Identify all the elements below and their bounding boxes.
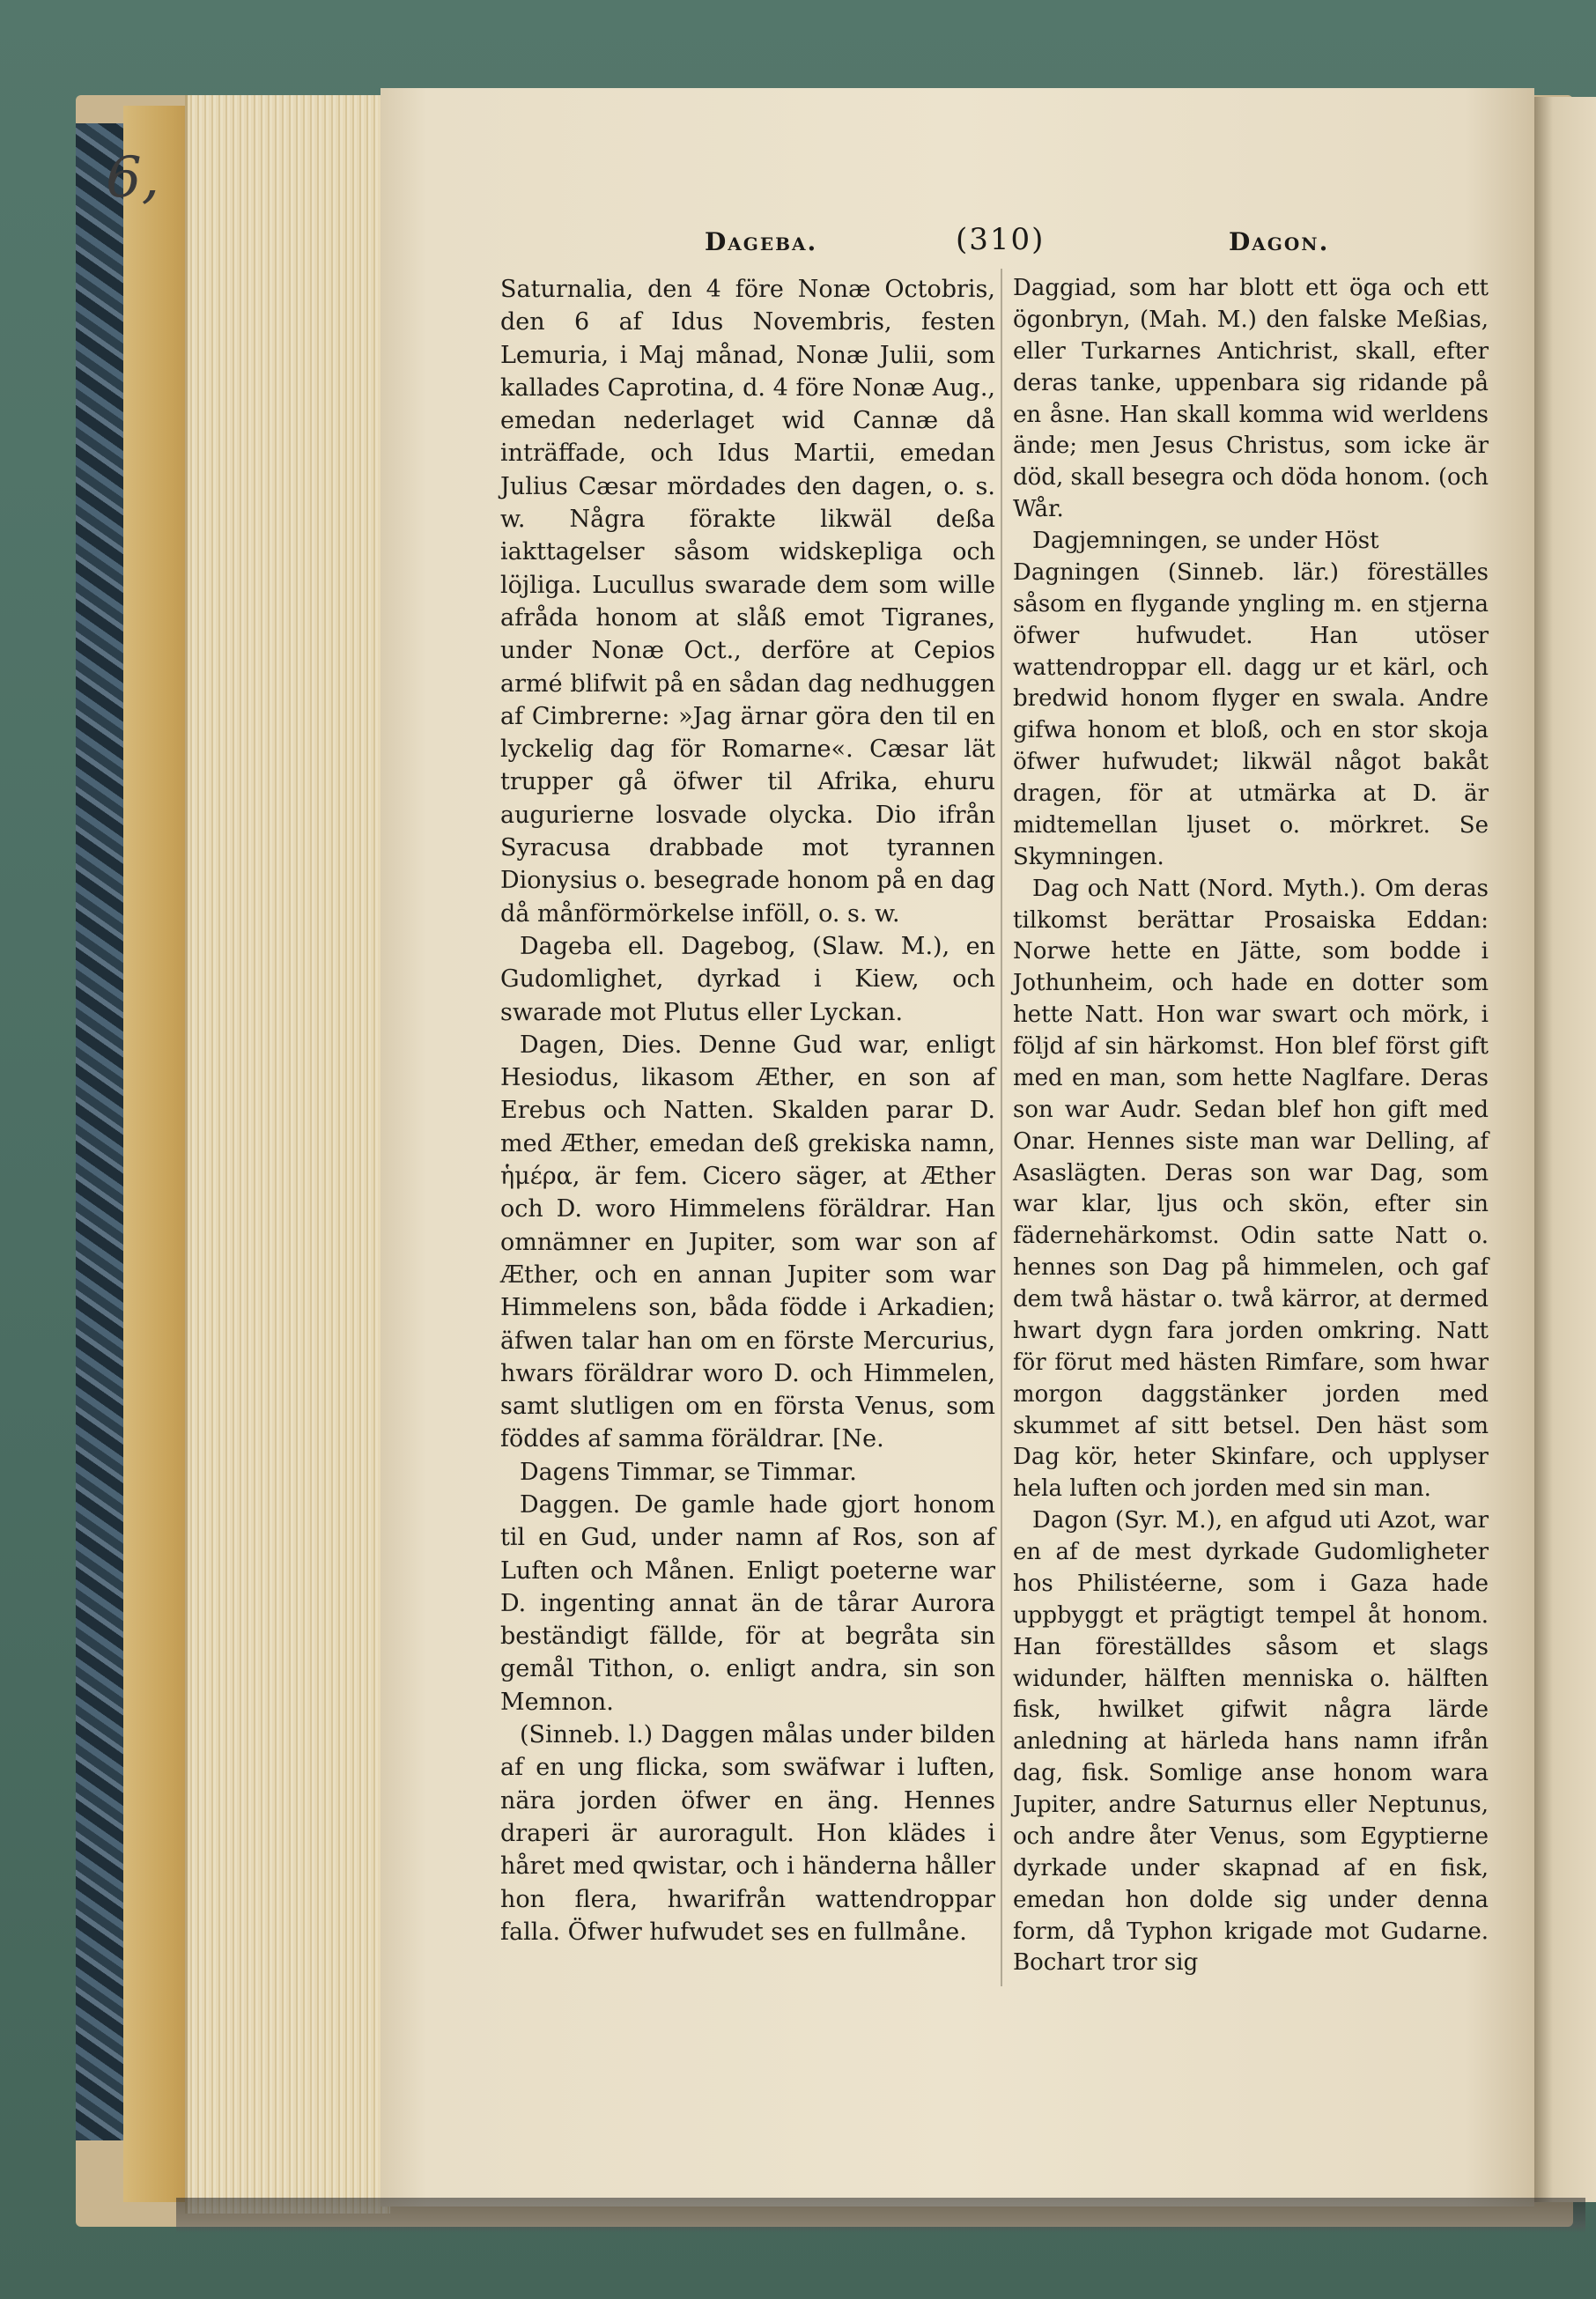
entry-paragraph: Dagon (Syr. M.), en afgud uti Azot, war en af de mest dyrkade Gudomligheter hos Philistéerne, som i Gaza hade uppbyggt et prägtigt tempel åt honom. Han föreställdes såsom et slags widunder, hälften menniska o. hälften fisk, hwilket gifwit några lärde anledning at härleda hans namn ifrån dag, fisk. Somlige anse honom wara Jupiter, andre Saturnus eller Neptunus, och andre åter Venus, som Egyptierne dyrkade under skapnad af en fisk, emedan hon dolde sig under denna form, då Typhon krigade mot Gudarne. Bochart tror sig bbox=[1013, 1507, 1489, 1977]
page-block-edge bbox=[185, 95, 390, 2214]
bottom-shadow bbox=[176, 2198, 1585, 2233]
entry-paragraph: Saturnalia, den 4 före Nonæ Octobris, den 6 af Idus Novembris, festen Lemuria, i Maj månad, Nonæ Julii, som kallades Caprotina, d. 4 före Nonæ Aug., emedan nederlaget wid Cannæ då inträffade, och Idus Martii, emedan Julius Cæsar mördades den dagen, o. s. w. Några förakte likwäl deßa iakttagelser såsom widskepliga och löjliga. Lucullus swarade dem som wille afråda honom at slåß emot Tigranes, under Nonæ Oct., derföre at Cepios armé blifwit på en sådan dag nedhuggen af Cimbrerne: »Jag ärnar göra den til en lyckelig dag för Romarne«. Cæsar lät trupper gå öfwer til Afrika, ehuru augurierne losvade olycka. Dio ifrån Syracusa drabbade mot tyrannen Dionysius o. besegrade honom på en dag då månförmörkelse inföll, o. s. w. bbox=[500, 276, 995, 928]
entry-paragraph: Dagen, Dies. Denne Gud war, enligt Hesiodus, likasom Æther, en son af Erebus och Natten. Skalden parar D. med Æther, emedan deß grekiska namn, ἡμέρα, är fem. Cicero säger, at Æther och D. woro Himmelens föräldrar. Han omnämner en Jupiter, som war son af Æther, och en annan Jupiter som war Himmelens son, båda födde i Arkadien; äfwen talar han om en förste Mercurius, hwars föräldrar woro D. och Himmelen, samt slutligen om en första Venus, som föddes af samma föräldrar. [Ne. bbox=[500, 1031, 995, 1453]
left-column bbox=[500, 273, 995, 1948]
column-rule bbox=[1001, 269, 1002, 1986]
page-number: (310) bbox=[956, 222, 1046, 257]
entry-paragraph: Dageba ell. Dagebog, (Slaw. M.), en Gudomlighet, dyrkad i Kiew, och swarade mot Plutus eller Lyckan. bbox=[500, 932, 995, 1026]
running-head-left: Dageba. bbox=[705, 227, 818, 256]
right-column bbox=[1013, 273, 1489, 1979]
entry-paragraph: Daggiad, som har blott ett öga och ett ögonbryn, (Mah. M.) den falske Meßias, eller Turkarnes Antichrist, skall, efter deras tanke, uppenbara sig ridande på en åsne. Han skall komma wid werldens ände; men Jesus Christus, som icke är död, skall besegra och döda honom. (och Wår. bbox=[1013, 275, 1489, 523]
entry-paragraph: Dag och Natt (Nord. Myth.). Om deras tilkomst berättar Prosaiska Eddan: Norwe hette en Jätte, som bodde i Jothunheim, och hade en dotter som hette Natt. Hon war swart och mörk, i följd af sin härkomst. Hon blef först gift med en man, som hette Naglfare. Deras son war Audr. Sedan blef hon gift med Onar. Hennes siste man war Delling, af Asaslägten. Deras son war Dag, som war klar, ljus och skön, efter sin fädernehärkomst. Odin satte Natt o. hennes son Dag på himmelen, och gaf dem twå hästar o. twå kärror, at dermed hwart dygn fara jorden omkring. Natt för förut med hästen Rimfare, som hwar morgon daggstänker jorden med skummet af sitt betsel. Den häst som Dag kör, heter Skinfare, och upplyser hela luften och jorden med sin man. bbox=[1013, 875, 1489, 1503]
handwritten-volume-note: 6, bbox=[106, 145, 160, 211]
entry-paragraph: (Sinneb. l.) Daggen målas under bilden af en ung flicka, som swäfwar i luften, nära jorden öfwer en äng. Hennes draperi är auroragult. Hon klädes i håret med qwistar, och i händerna håller hon flera, hwarifrån wattendroppar falla. Öfwer hufwudet ses en fullmåne. bbox=[500, 1721, 995, 1946]
entry-paragraph: Dagens Timmar, se Timmar. bbox=[520, 1458, 857, 1486]
entry-paragraph: Daggen. De gamle hade gjort honom til en Gud, under namn af Ros, son af Luften och Månen. Enligt poeterne war D. ingenting annat än de tårar Aurora beständigt fällde, för at begråta sin gemål Tithon, o. enligt andra, sin son Memnon. bbox=[500, 1490, 995, 1716]
running-head-right: Dagon. bbox=[1229, 227, 1330, 256]
facing-page-edge bbox=[1534, 97, 1596, 2202]
entry-paragraph: Dagningen (Sinneb. lär.) föreställes såsom en flygande yngling m. en stjerna öfwer hufwudet. Han utöser wattendroppar ell. dagg ur et kärl, och bredwid honom flyger en swala. Andre gifwa honom et bloß, och en stor skoja öfwer hufwudet; likwäl något bakåt dragen, för at utmärka at D. är midtemellan ljuset o. mörkret. Se Skymningen. bbox=[1013, 558, 1489, 870]
entry-paragraph: Dagjemningen, se under Höst bbox=[1032, 528, 1379, 554]
